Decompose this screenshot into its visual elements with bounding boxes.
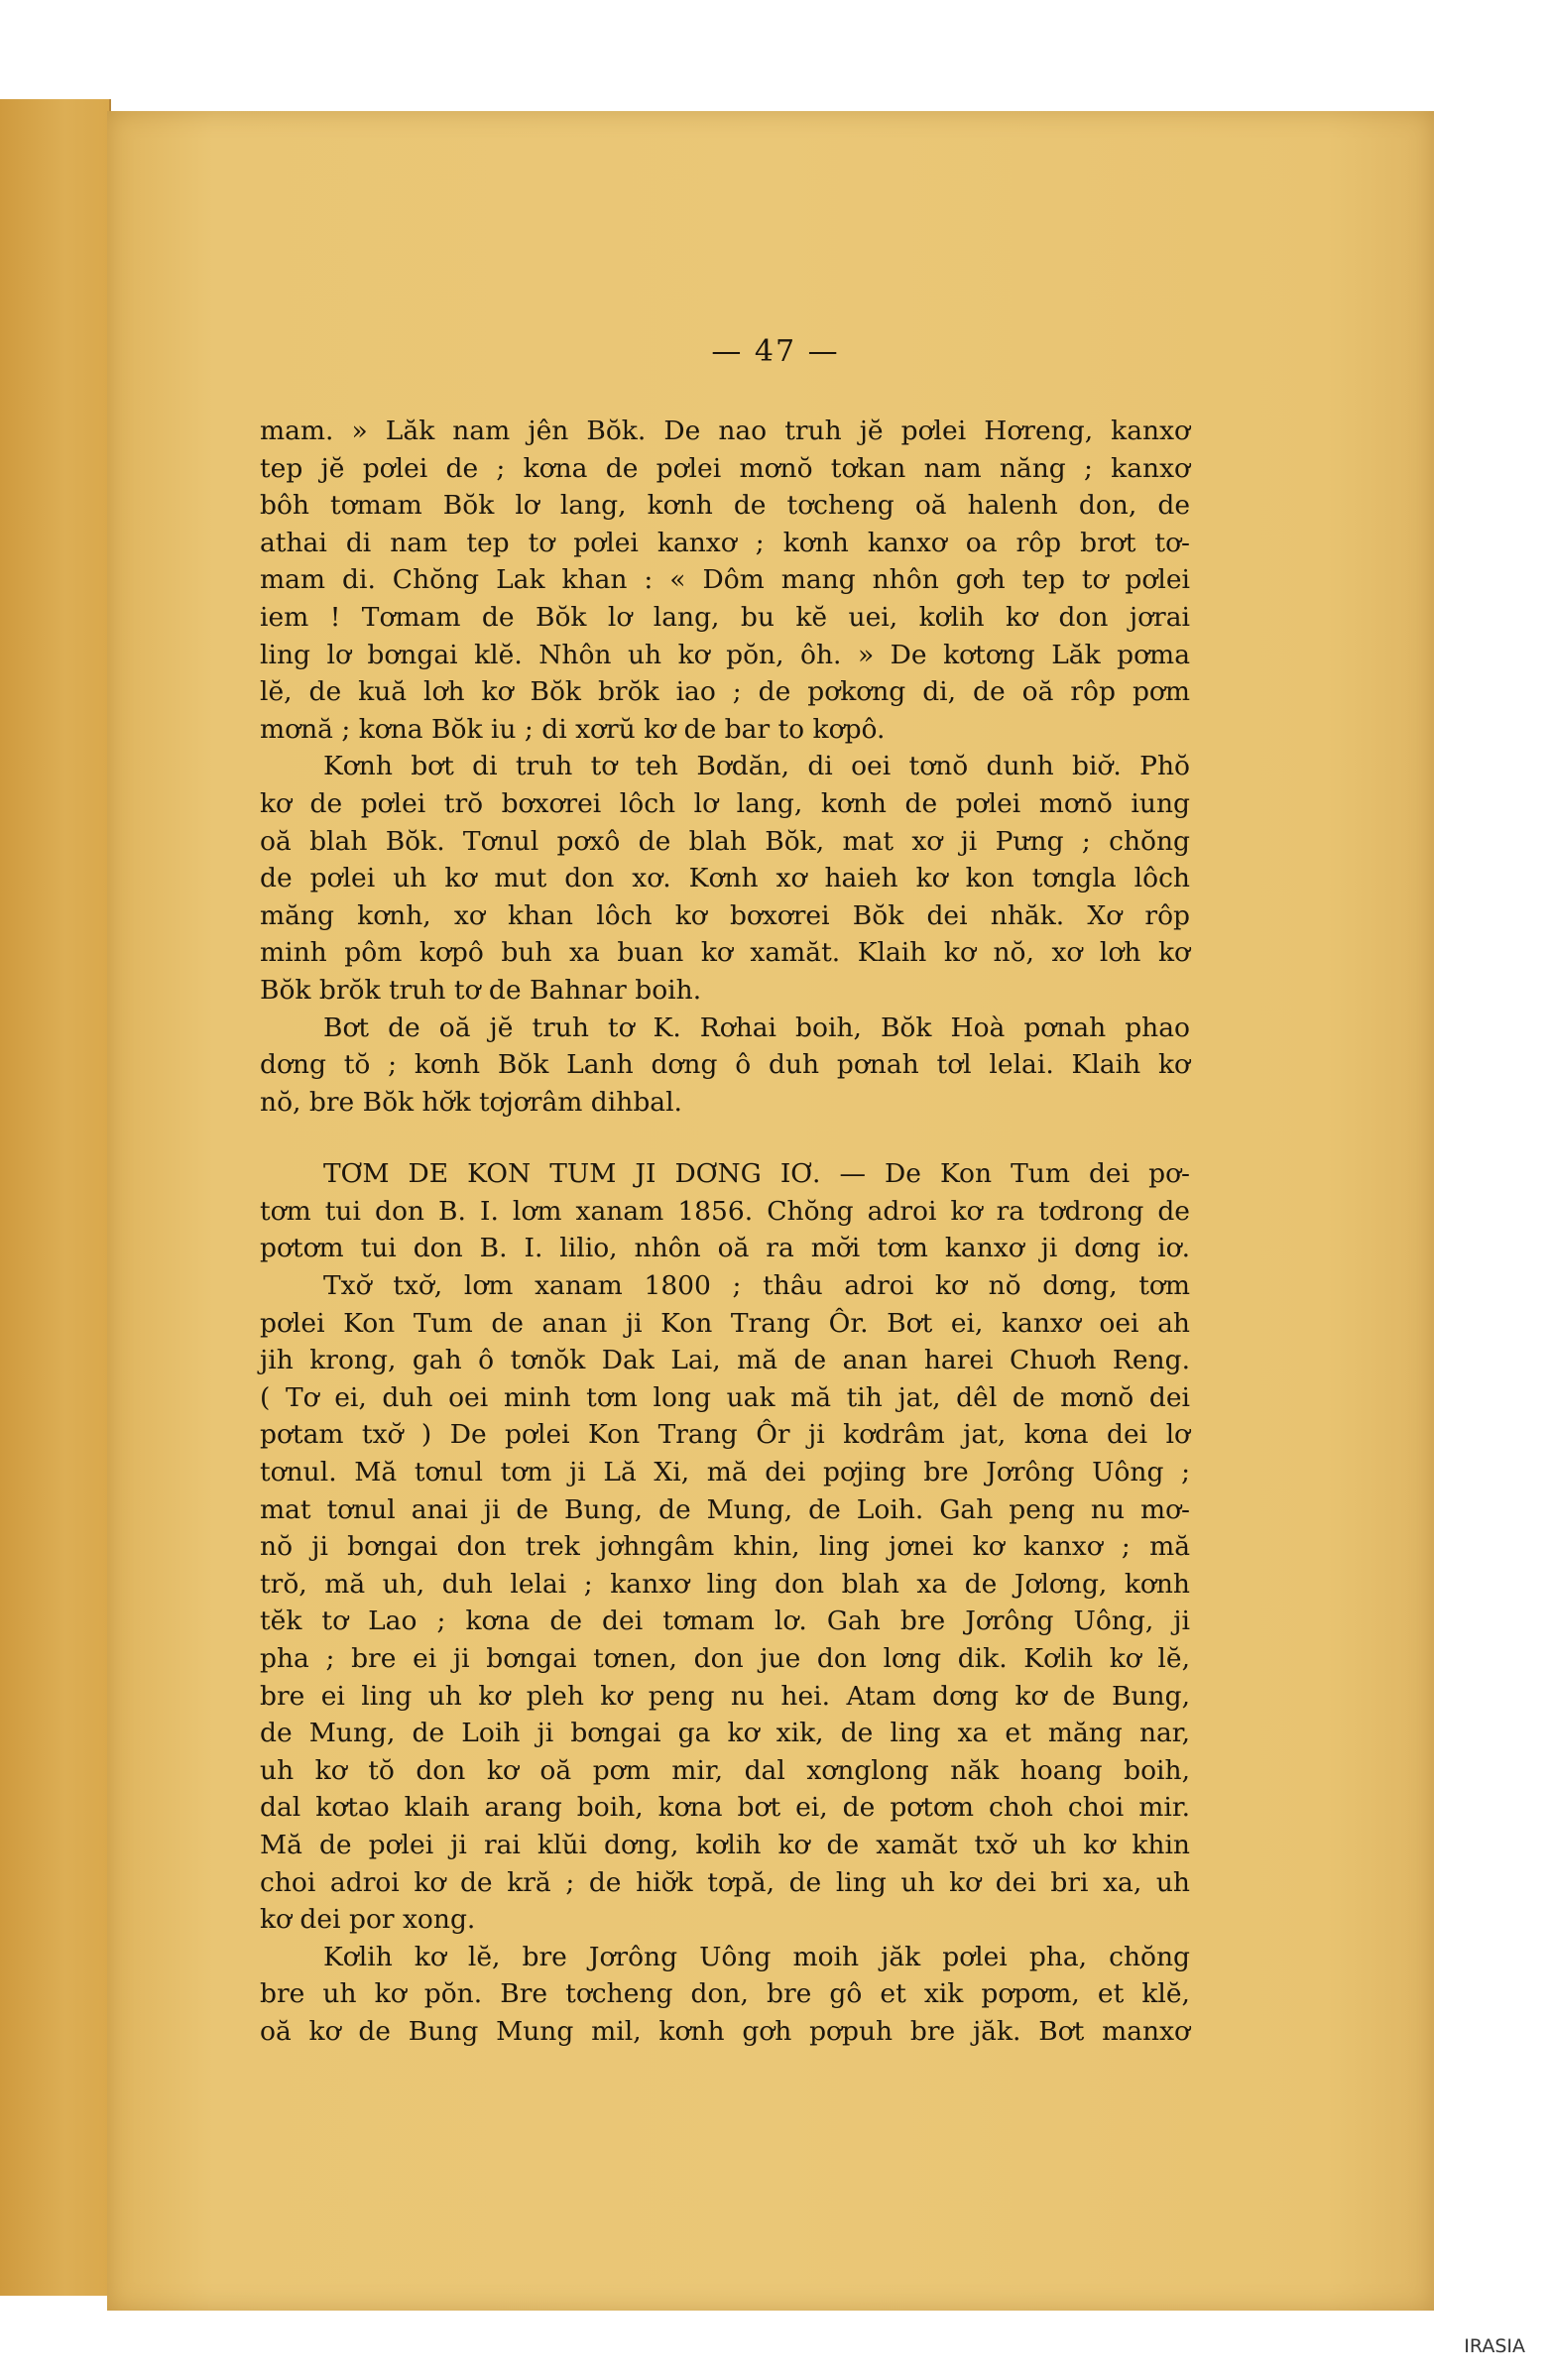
- left-page-edge: [0, 99, 111, 2296]
- paragraph-5: [260, 1267, 1190, 1901]
- text-line: tĕk tơ Lao ; kơna de dei tơmam lơ. Gah bre Jơrông Uông, ji: [260, 1606, 1190, 1637]
- paragraph-2: [260, 748, 1190, 972]
- text-line: ling lơ bơngai klĕ. Nhôn uh kơ pŏn, ôh. » De kơtơng Lăk pơma: [260, 639, 1190, 670]
- text-line: choi adroi kơ de kră ; de hiơ̆k tơpă, de ling uh kơ dei bri xa, uh: [260, 1866, 1190, 1898]
- text-line: pơtơm tui don B. I. lilio, nhôn oă ra mơ̆i tơm kanxơ ji dơng iơ.: [260, 1233, 1190, 1264]
- text-line: nŏ ji bơngai don trek jơhngâm khin, ling jơnei kơ kanxơ ; mă: [260, 1531, 1190, 1563]
- text-line: pơlei Kon Tum de anan ji Kon Trang Ôr. Bơt ei, kanxơ oei ah: [260, 1307, 1190, 1339]
- page-number: — 47 —: [711, 334, 840, 369]
- text-line: pha ; bre ei ji bơngai tơnen, don jue don lơng dik. Kơlih kơ lĕ,: [260, 1643, 1190, 1674]
- text-line: tơnul. Mă tơnul tơm ji Lă Xi, mă dei pơjing bre Jơrông Uông ;: [260, 1457, 1190, 1488]
- text-line: tep jĕ pơlei de ; kơna de pơlei mơnŏ tơkan nam năng ; kanxơ: [260, 452, 1190, 484]
- text-line: kơ dei por xong.: [260, 1904, 476, 1936]
- text-line: Kơlih kơ lĕ, bre Jơrông Uông moih jăk pơlei pha, chŏng: [323, 1941, 1190, 1972]
- paragraph-3: [260, 1010, 1190, 1084]
- text-line: Bơt de oă jĕ truh tơ K. Rơhai boih, Bŏk Hoà pơnah phao: [323, 1012, 1190, 1043]
- text-line: oă kơ de Bung Mung mil, kơnh gơh pơpuh bre jăk. Bơt manxơ: [260, 2015, 1190, 2047]
- text-line: bre ei ling uh kơ pleh kơ peng nu hei. Atam dơng kơ de Bung,: [260, 1680, 1190, 1712]
- text-line: bre uh kơ pŏn. Bre tơcheng don, bre gô et xik pơpơm, et klĕ,: [260, 1978, 1190, 2010]
- text-line: iem ! Tơmam de Bŏk lơ lang, bu kĕ uei, kơlih kơ don jơrai: [260, 601, 1190, 633]
- paragraph-1-end: [260, 711, 1190, 749]
- text-line: de pơlei uh kơ mut don xơ. Kơnh xơ haieh kơ kon tơngla lôch: [260, 863, 1190, 894]
- text-line: lĕ, de kuă lơh kơ Bŏk brŏk iao ; de pơkơng di, de oă rôp pơm: [260, 676, 1190, 708]
- section-gap: [260, 1121, 1190, 1155]
- text-line: trŏ, mă uh, duh lelai ; kanxơ ling don blah xa de Jơlơng, kơnh: [260, 1568, 1190, 1600]
- text-line: mam di. Chŏng Lak khan : « Dôm mang nhôn gơh tep tơ pơlei: [260, 564, 1190, 596]
- text-line: mat tơnul anai ji de Bung, de Mung, de Loih. Gah peng nu mơ-: [260, 1493, 1190, 1525]
- text-line: jih krong, gah ô tơnŏk Dak Lai, mă de anan harei Chuơh Reng.: [260, 1345, 1190, 1376]
- text-line: dal kơtao klaih arang boih, kơna bơt ei, de pơtơm choh choi mir.: [260, 1792, 1190, 1824]
- text-line: nŏ, bre Bŏk hơ̆k tơjơrâm dihbal.: [260, 1086, 682, 1118]
- text-line: athai di nam tep tơ pơlei kanxơ ; kơnh kanxơ oa rôp brơt tơ-: [260, 527, 1190, 558]
- text-line: Txơ̆ txơ̆, lơm xanam 1800 ; thâu adroi kơ nŏ dơng, tơm: [323, 1270, 1190, 1302]
- section-heading-paragraph: [260, 1155, 1190, 1267]
- text-line: mam. » Lăk nam jên Bŏk. De nao truh jĕ pơlei Hơreng, kanxơ: [260, 416, 1190, 446]
- text-line: dơng tŏ ; kơnh Bŏk Lanh dơng ô duh pơnah tơl lelai. Klaih kơ: [260, 1049, 1190, 1081]
- text-line: mơnă ; kơna Bŏk iu ; di xơrŭ kơ de bar to kơpô.: [260, 713, 886, 745]
- paragraph-5-end: [260, 1901, 1190, 1939]
- text-line: pơtam txơ̆ ) De pơlei Kon Trang Ôr ji kơdrâm jat, kơna dei lơ: [260, 1419, 1190, 1451]
- watermark-label: IRASIA: [1464, 2335, 1525, 2357]
- body-text: [260, 413, 1190, 2051]
- text-line: uh kơ tŏ don kơ oă pơm mir, dal xơnglong năk hoang boih,: [260, 1754, 1190, 1786]
- paragraph-6: [260, 1939, 1190, 2051]
- text-line: bôh tơmam Bŏk lơ lang, kơnh de tơcheng oă halenh don, de: [260, 490, 1190, 522]
- text-line: tơm tui don B. I. lơm xanam 1856. Chŏng adroi kơ ra tơdrong de: [260, 1195, 1190, 1227]
- text-line: măng kơnh, xơ khan lôch kơ bơxơrei Bŏk dei nhăk. Xơ rôp: [260, 899, 1190, 931]
- paragraph-1: [260, 413, 1190, 711]
- text-line: Kơnh bơt di truh tơ teh Bơdăn, di oei tơnŏ dunh biơ̆. Phŏ: [323, 751, 1190, 782]
- text-line: kơ de pơlei trŏ bơxơrei lôch lơ lang, kơnh de pơlei mơnŏ iung: [260, 787, 1190, 819]
- text-line: de Mung, de Loih ji bơngai ga kơ xik, de ling xa et măng nar,: [260, 1718, 1190, 1749]
- text-line: minh pôm kơpô buh xa buan kơ xamăt. Klaih kơ nŏ, xơ lơh kơ: [260, 937, 1190, 969]
- text-line: Mă de pơlei ji rai klŭi dơng, kơlih kơ de xamăt txơ̆ uh kơ khin: [260, 1829, 1190, 1860]
- section-heading-line: TƠM DE KON TUM JI DƠNG IƠ. — De Kon Tum dei pơ-: [323, 1158, 1190, 1190]
- text-line: Bŏk brŏk truh tơ de Bahnar boih.: [260, 974, 702, 1006]
- paragraph-3-end: [260, 1084, 1190, 1122]
- paragraph-2-end: [260, 972, 1190, 1010]
- text-line: ( Tơ ei, duh oei minh tơm long uak mă tih jat, dêl de mơnŏ dei: [260, 1381, 1190, 1413]
- text-line: oă blah Bŏk. Tơnul pơxô de blah Bŏk, mat xơ ji Pưng ; chŏng: [260, 825, 1190, 857]
